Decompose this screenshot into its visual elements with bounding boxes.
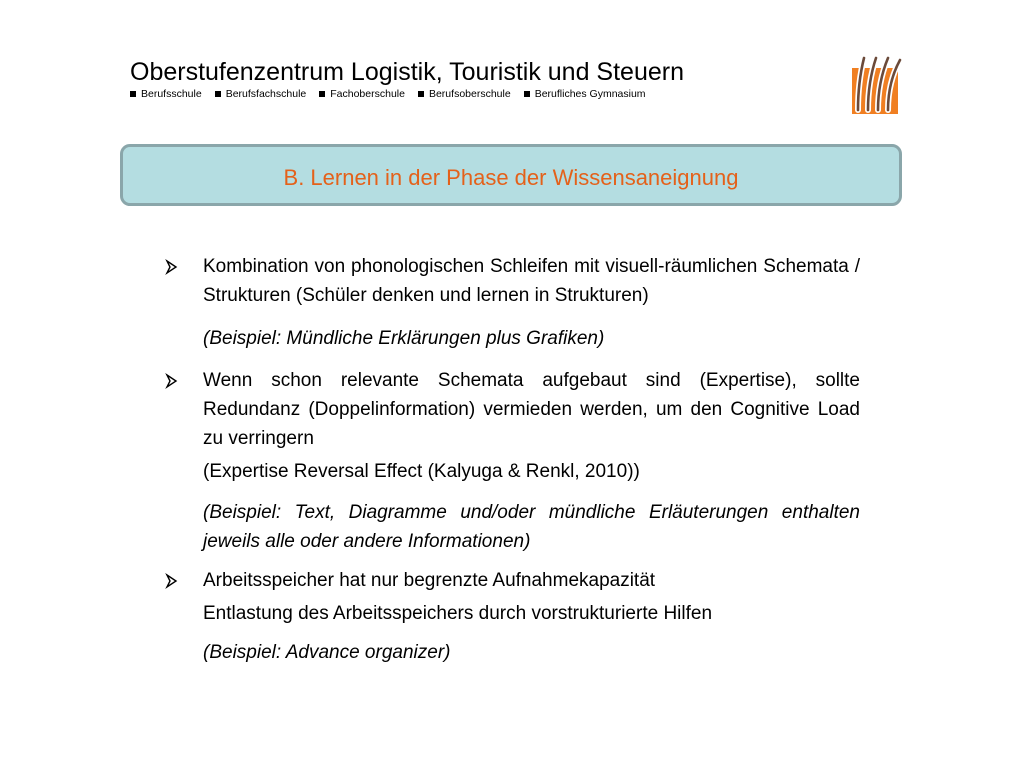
example-text: (Beispiel: Text, Diagramme und/oder mündliche Erläuterungen enthalten jeweils alle oder andere Informationen) — [203, 502, 860, 552]
square-bullet-icon — [319, 91, 325, 97]
reference-text: (Expertise Reversal Effect (Kalyuga & Renkl, 2010)) — [203, 461, 640, 482]
slide-content — [160, 252, 860, 667]
school-type-label: Fachoberschule — [330, 88, 405, 100]
arrow-bullet-icon — [164, 366, 180, 395]
school-type-label: Berufliches Gymnasium — [534, 88, 646, 100]
school-type-item — [215, 87, 307, 101]
bullet-item — [160, 252, 860, 310]
square-bullet-icon — [130, 91, 136, 97]
school-type-item — [130, 87, 202, 101]
example-text: (Beispiel: Advance organizer) — [203, 642, 451, 663]
detail-text: Entlastung des Arbeitsspeichers durch vorstrukturierte Hilfen — [203, 603, 713, 624]
school-type-label: Berufsschule — [141, 88, 202, 100]
school-type-item — [418, 87, 511, 101]
bullet-item — [160, 566, 860, 595]
org-title: Oberstufenzentrum Logistik, Touristik und Steuern — [130, 58, 684, 86]
section-banner — [120, 144, 902, 206]
bullet-item — [160, 366, 860, 453]
square-bullet-icon — [524, 91, 530, 97]
section-title: B. Lernen in der Phase der Wissensaneignung — [283, 165, 739, 190]
school-type-item — [524, 87, 646, 101]
square-bullet-icon — [215, 91, 221, 97]
school-type-label: Berufsfachschule — [225, 88, 307, 100]
arrow-bullet-icon — [164, 566, 180, 595]
school-type-label: Berufsoberschule — [428, 88, 511, 100]
bullet-text: Kombination von phonologischen Schleifen mit visuell-räumlichen Schemata / Strukturen (Schüler denken und lernen in Strukturen) — [203, 256, 860, 306]
bullet-text: Arbeitsspeicher hat nur begrenzte Aufnahmekapazität — [203, 570, 656, 591]
square-bullet-icon — [418, 91, 424, 97]
bullet-text: Wenn schon relevante Schemata aufgebaut sind (Expertise), sollte Redundanz (Doppelinformation) vermieden werden, um den Cognitive Load zu verringern — [203, 370, 860, 449]
school-logo-icon — [844, 52, 904, 116]
school-types-list — [130, 87, 646, 101]
school-type-item — [319, 87, 405, 101]
example-text: (Beispiel: Mündliche Erklärungen plus Grafiken) — [203, 328, 605, 349]
arrow-bullet-icon — [164, 252, 180, 281]
